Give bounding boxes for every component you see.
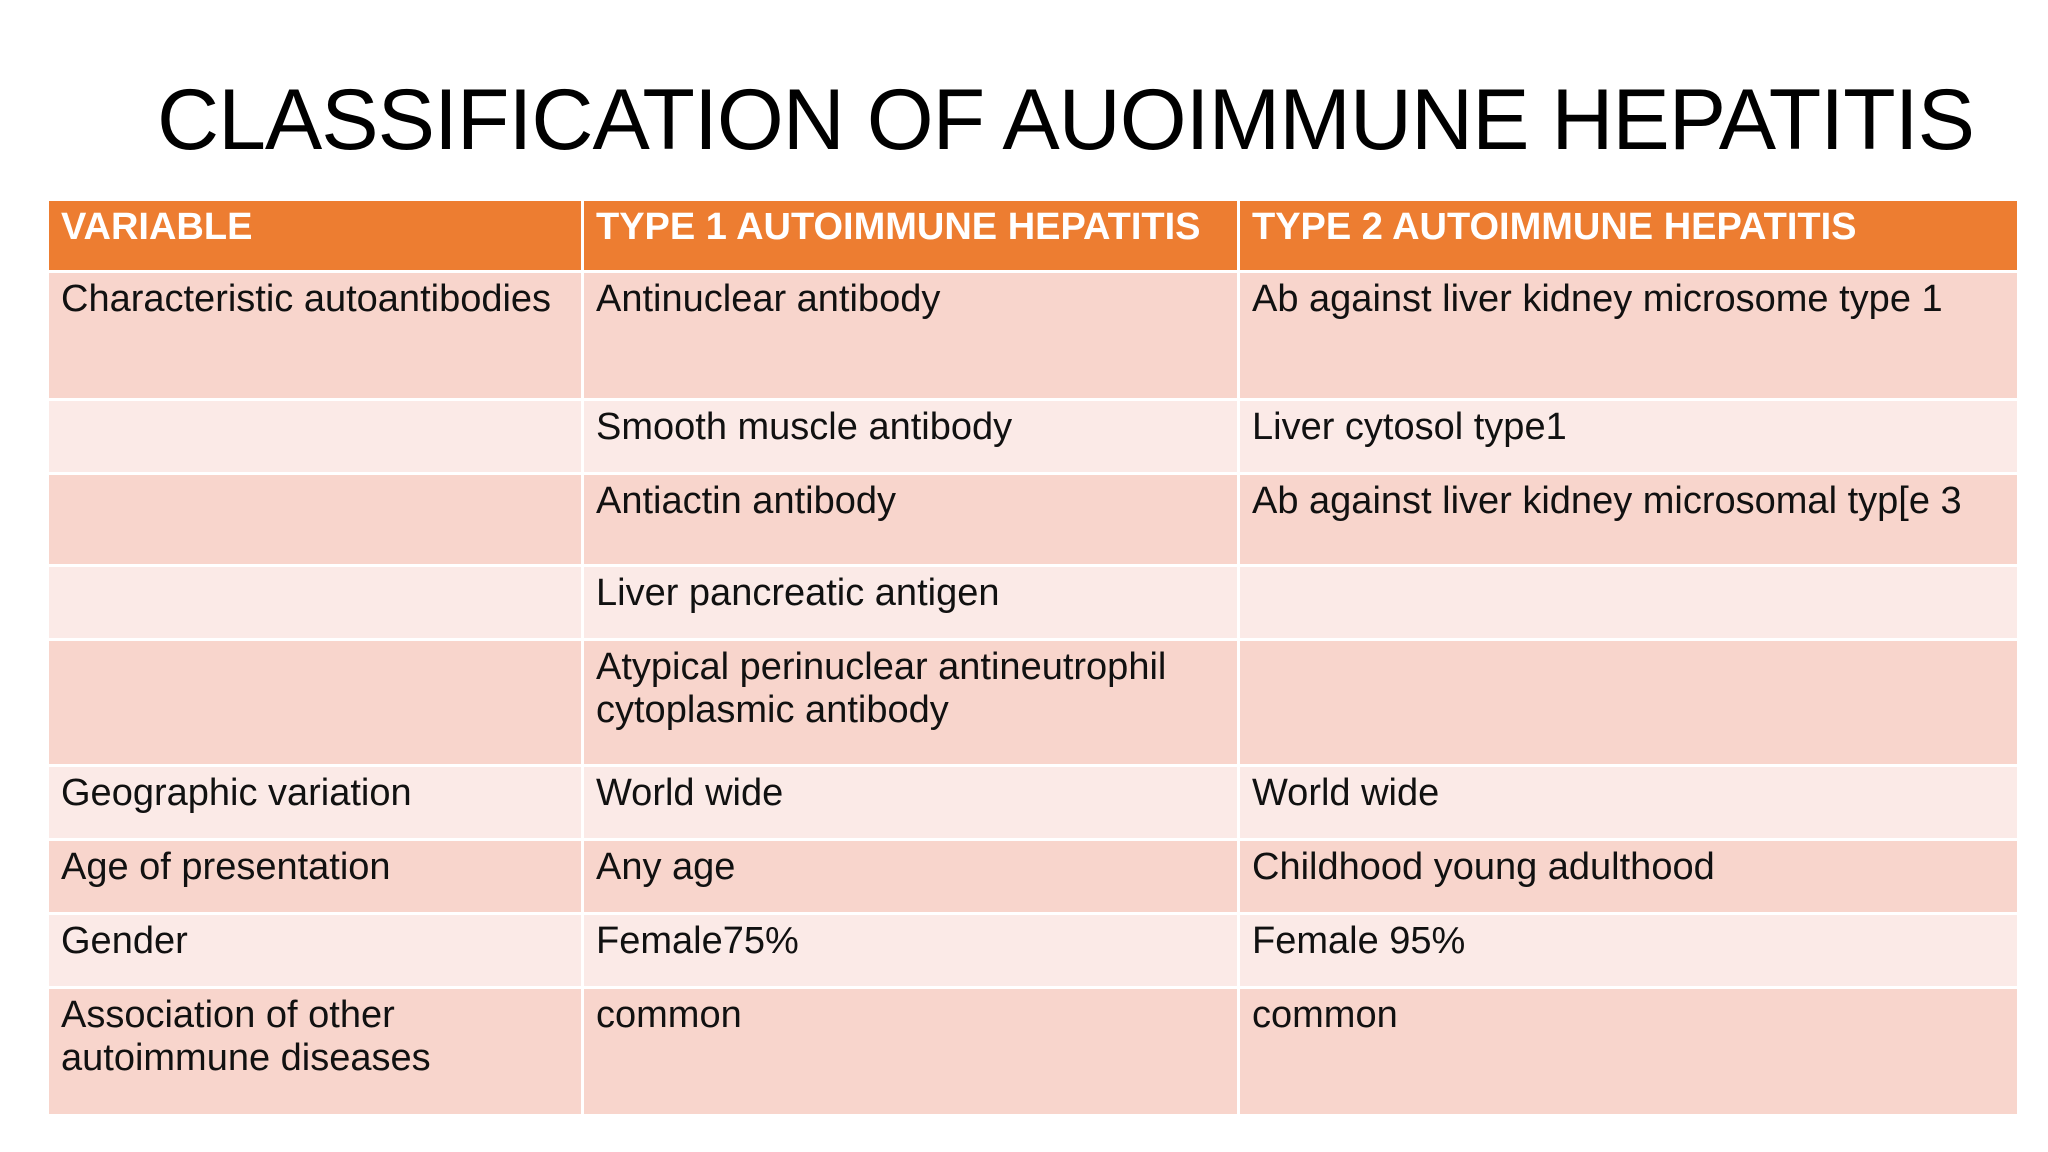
table-cell: World wide [583, 766, 1239, 840]
table-cell: Childhood young adulthood [1239, 840, 2019, 914]
table-cell [48, 400, 583, 474]
slide-title: CLASSIFICATION OF AUOIMMUNE HEPATITIS [157, 72, 1974, 168]
table-cell: Gender [48, 914, 583, 988]
table-row [48, 840, 2019, 914]
table-cell: Liver pancreatic antigen [583, 566, 1239, 640]
table-row [48, 474, 2019, 566]
header-type-1: TYPE 1 AUTOIMMUNE HEPATITIS [583, 200, 1239, 272]
table-cell: Any age [583, 840, 1239, 914]
table-cell: Ab against liver kidney microsome type 1 [1239, 272, 2019, 400]
table-cell [48, 474, 583, 566]
table-header-row [48, 200, 2019, 272]
table-cell: Antinuclear antibody [583, 272, 1239, 400]
table-cell: common [1239, 988, 2019, 1116]
table-cell: Atypical perinuclear antineutrophil cytoplasmic antibody [583, 640, 1239, 766]
table-cell: Female 95% [1239, 914, 2019, 988]
header-type-2: TYPE 2 AUTOIMMUNE HEPATITIS [1239, 200, 2019, 272]
classification-table [46, 198, 2017, 1117]
table-cell [1239, 566, 2019, 640]
table [46, 198, 2020, 1117]
table-cell: Association of other autoimmune diseases [48, 988, 583, 1116]
table-row [48, 640, 2019, 766]
table-cell: Ab against liver kidney microsomal typ[e 3 [1239, 474, 2019, 566]
table-cell: Age of presentation [48, 840, 583, 914]
table-row [48, 988, 2019, 1116]
table-cell [1239, 640, 2019, 766]
table-cell: Antiactin antibody [583, 474, 1239, 566]
table-cell: Characteristic autoantibodies [48, 272, 583, 400]
table-cell: Female75% [583, 914, 1239, 988]
table-cell: Smooth muscle antibody [583, 400, 1239, 474]
table-row [48, 400, 2019, 474]
table-cell [48, 640, 583, 766]
table-cell [48, 566, 583, 640]
header-variable: VARIABLE [48, 200, 583, 272]
table-cell: Liver cytosol type1 [1239, 400, 2019, 474]
table-cell: common [583, 988, 1239, 1116]
table-row [48, 766, 2019, 840]
table-row [48, 272, 2019, 400]
table-cell: World wide [1239, 766, 2019, 840]
table-cell: Geographic variation [48, 766, 583, 840]
table-row [48, 914, 2019, 988]
table-row [48, 566, 2019, 640]
